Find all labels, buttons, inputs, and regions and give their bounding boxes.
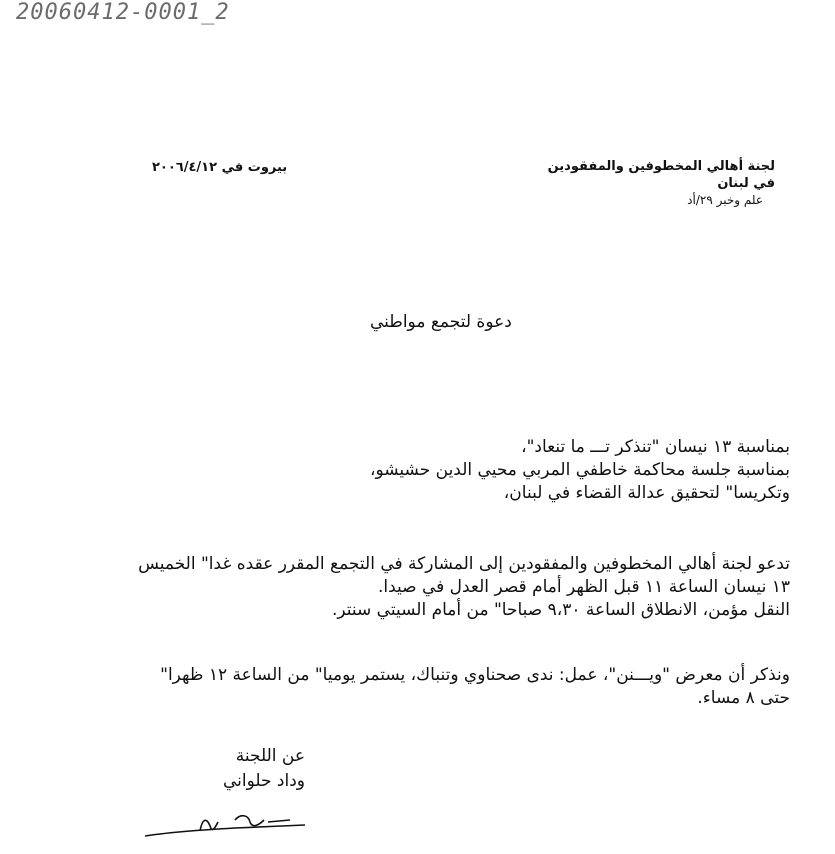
paragraph-line: بمناسبة جلسة محاكمة خاطفي المربي محيي الدين حشيشو، <box>369 460 790 480</box>
paragraph-line: ونذكر أن معرض "ويـــنن"، عمل: ندى صحناوي وتنباك، يستمر يوميا" من الساعة ١٢ ظهرا" <box>160 665 790 685</box>
handwritten-signature <box>140 808 310 848</box>
registration-reference: علم وخبر ٢٩/أد <box>687 193 763 207</box>
handwritten-document-id: 20060412-0001_2 <box>16 0 230 25</box>
organization-header <box>548 158 775 209</box>
paragraph-line: النقل مؤمن، الانطلاق الساعة ٩،٣٠ صباحا" من أمام السيتي سنتر. <box>331 600 790 620</box>
signoff-on-behalf: عن اللجنة <box>235 746 305 766</box>
exhibition-paragraph <box>160 664 790 710</box>
place-and-date: بيروت في ٢٠٠٦/٤/١٢ <box>152 160 288 175</box>
signoff-block <box>195 744 305 794</box>
occasion-paragraph <box>370 436 790 505</box>
paragraph-line: بمناسبة ١٣ نيسان "تنذكر تـــ ما تنعاد"، <box>521 437 790 457</box>
signatory-name: وداد حلواني <box>222 771 305 791</box>
document-title: دعوة لتجمع مواطني <box>370 312 512 332</box>
org-name-line2: في لبنان <box>717 176 775 191</box>
org-name-line1: لجنة أهالي المخطوفين والمفقودين <box>547 159 775 174</box>
paragraph-line: تدعو لجنة أهالي المخطوفين والمفقودين إلى المشاركة في التجمع المقرر عقده غدا" الخميس <box>138 554 790 574</box>
paragraph-line: وتكريسا" لتحقيق عدالة القضاء في لبنان، <box>503 483 790 503</box>
invitation-paragraph <box>138 553 790 622</box>
paragraph-line: حتى ٨ مساء. <box>697 688 790 708</box>
paragraph-line: ١٣ نيسان الساعة ١١ قبل الظهر أمام قصر العدل في صيدا. <box>377 577 790 597</box>
